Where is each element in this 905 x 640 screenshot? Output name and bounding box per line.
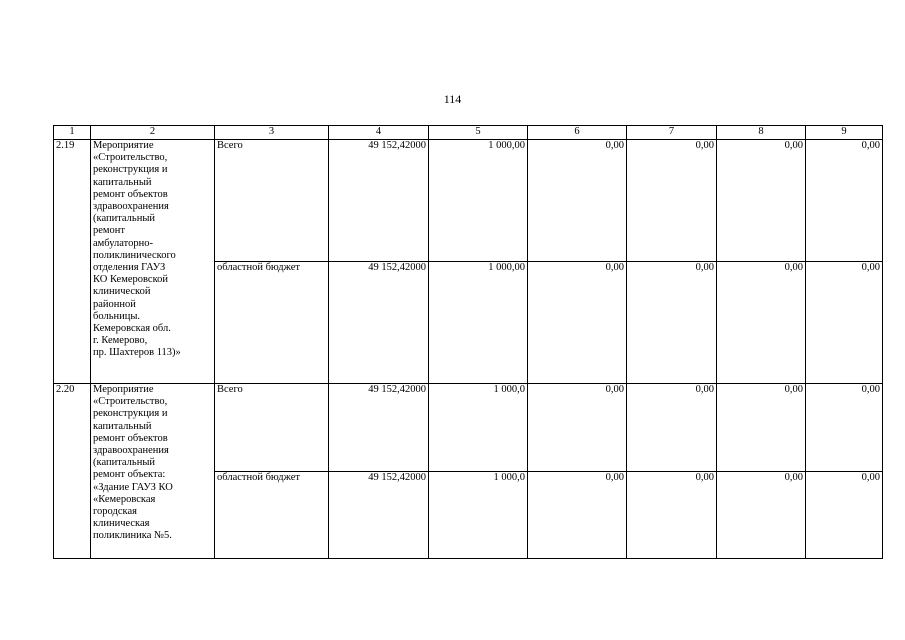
value-cell: 0,00	[717, 140, 806, 262]
value-cell: 0,00	[528, 140, 627, 262]
header-cell-5: 5	[429, 126, 528, 140]
header-cell-9: 9	[806, 126, 883, 140]
value-cell: 0,00	[627, 384, 717, 472]
row-index: 2.20	[54, 384, 91, 559]
source-name: Всего	[215, 140, 329, 262]
value-cell: 0,00	[528, 384, 627, 472]
budget-table	[53, 125, 883, 559]
table-row	[54, 140, 883, 262]
table-row	[54, 384, 883, 472]
header-cell-2: 2	[91, 126, 215, 140]
row-description: Мероприятие «Строительство, реконструкция и капитальный ремонт объектов здравоохранения (капитальный ремонт амбулаторно- поликлинического отделения ГАУЗ КО Кемеровской клинической районной больницы. Кемеровская обл. г. Кемерово, пр. Шахтеров 113)»	[91, 140, 215, 384]
value-cell: 0,00	[717, 262, 806, 384]
value-cell: 1 000,0	[429, 471, 528, 559]
value-cell: 0,00	[806, 384, 883, 472]
value-cell: 0,00	[806, 471, 883, 559]
value-cell: 0,00	[528, 262, 627, 384]
value-cell: 0,00	[528, 471, 627, 559]
header-cell-4: 4	[329, 126, 429, 140]
source-name: Всего	[215, 384, 329, 472]
value-cell: 0,00	[627, 262, 717, 384]
value-cell: 0,00	[806, 140, 883, 262]
header-cell-8: 8	[717, 126, 806, 140]
header-row	[54, 126, 883, 140]
source-name: областной бюджет	[215, 262, 329, 384]
value-cell: 1 000,0	[429, 384, 528, 472]
value-cell: 1 000,00	[429, 262, 528, 384]
value-cell: 0,00	[717, 384, 806, 472]
value-cell: 0,00	[627, 140, 717, 262]
header-cell-3: 3	[215, 126, 329, 140]
value-cell: 49 152,42000	[329, 140, 429, 262]
source-name: областной бюджет	[215, 471, 329, 559]
header-cell-6: 6	[528, 126, 627, 140]
row-description: Мероприятие «Строительство, реконструкция и капитальный ремонт объектов здравоохранения (капитальный ремонт объекта: «Здание ГАУЗ КО «Кемеровская городская клиническая поликлиника №5.	[91, 384, 215, 559]
header-cell-1: 1	[54, 126, 91, 140]
value-cell: 0,00	[627, 471, 717, 559]
value-cell: 49 152,42000	[329, 262, 429, 384]
page-number: 114	[443, 92, 462, 106]
value-cell: 49 152,42000	[329, 471, 429, 559]
header-cell-7: 7	[627, 126, 717, 140]
value-cell: 49 152,42000	[329, 384, 429, 472]
row-index: 2.19	[54, 140, 91, 384]
value-cell: 1 000,00	[429, 140, 528, 262]
value-cell: 0,00	[806, 262, 883, 384]
value-cell: 0,00	[717, 471, 806, 559]
